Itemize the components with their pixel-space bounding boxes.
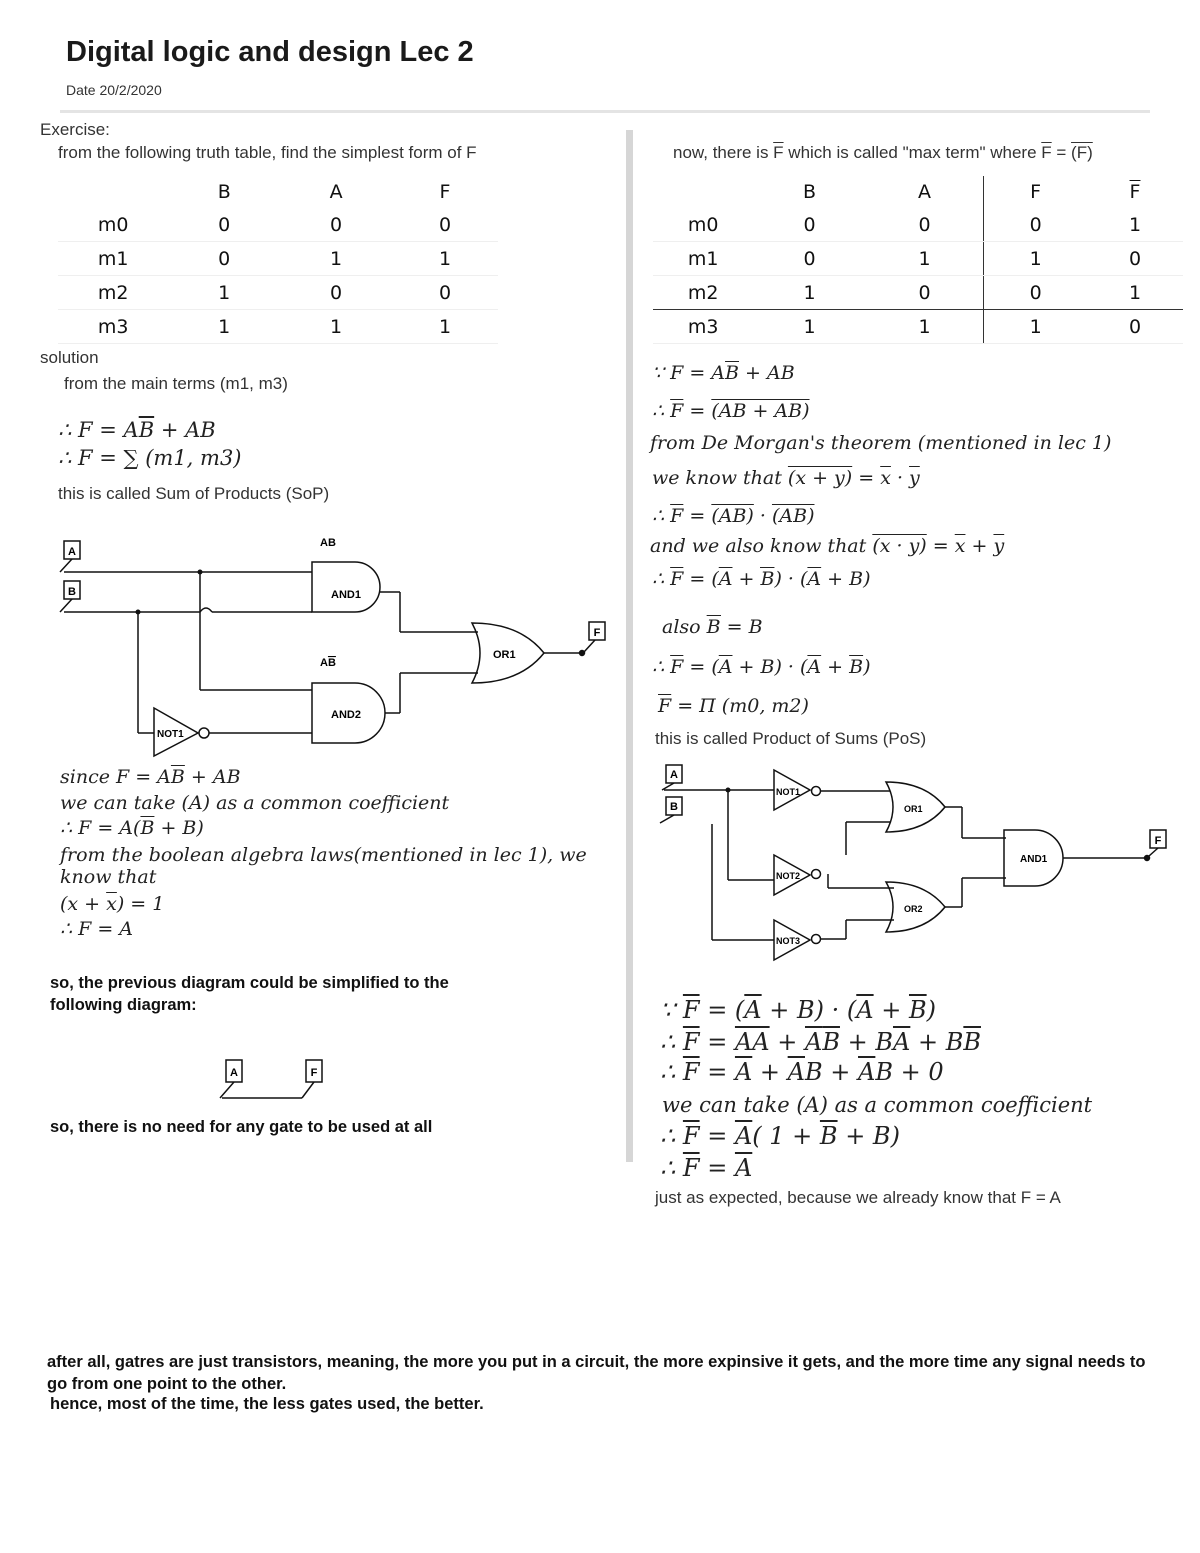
table-cell: 1: [1087, 208, 1183, 242]
table-cell: 0: [392, 208, 498, 242]
table-row: [653, 242, 1183, 276]
simplify-line-3: ∴ $F = A(\overline{B} + B)$: [60, 817, 204, 839]
table-cell: 1: [280, 310, 392, 344]
table-cell: 0: [1087, 242, 1183, 276]
pos-line-3: from De Morgan's theorem (mentioned in lec 1): [650, 432, 1112, 454]
table-cell: m3: [58, 310, 168, 344]
pos-or1-label: OR1: [904, 804, 923, 814]
equation-sop-2: ∴ F = ∑ (m1, m3): [58, 446, 242, 470]
table-cell: 1: [168, 310, 280, 344]
table-cell: 0: [866, 208, 984, 242]
pos-not2-label: NOT2: [776, 871, 801, 881]
simplify-line-2: we can take (A) as a common coefficient: [60, 792, 450, 814]
pos-line-7: ∴ $\overline{F} = (\overline{A} + \overline{B}) \cdot (\overline{A} + B)$: [652, 568, 871, 590]
and2-label: AND2: [331, 709, 361, 721]
exercise-text: from the following truth table, find the simplest form of F: [58, 143, 477, 162]
table-cell: 0: [866, 276, 984, 310]
truth-table-left: [58, 176, 498, 344]
table-header-row: [653, 176, 1183, 208]
proof-line-6: ∴ $\overline{F} = \overline{A}$: [660, 1154, 753, 1182]
table-header: B: [803, 181, 817, 203]
pos-line-4: we know that $(x + y) = \overline{x} \cdot \overline{y}$: [652, 467, 920, 489]
input-b-label: B: [68, 586, 76, 598]
and1-label: AND1: [331, 589, 361, 601]
proof-line-5: ∴ $\overline{F} = \overline{A}$( $1 + \overline{B} + B$): [660, 1122, 900, 1150]
pos-line-1: ∵ $F = A\overline{B}$ + AB: [652, 362, 795, 384]
table-cell: 0: [984, 276, 1087, 310]
proof-line-2: ∴ $\overline{F} = \overline{AA} + \overline{A}\overline{B} + B\overline{A} + B\overline{B}$: [660, 1028, 981, 1056]
sop-caption: this is called Sum of Products (SoP): [58, 484, 330, 503]
table-cell: m1: [653, 242, 753, 276]
table-cell: m0: [653, 208, 753, 242]
table-cell: 1: [753, 310, 866, 344]
table-cell: 0: [280, 208, 392, 242]
solution-text: from the main terms (m1, m3): [64, 374, 288, 393]
simple-output-f-label: F: [310, 1067, 318, 1079]
table-cell: 0: [753, 242, 866, 276]
page-date: Date 20/2/2020: [66, 82, 162, 98]
and1-gate: [312, 562, 380, 612]
simple-circuit-diagram: [212, 1054, 332, 1104]
proof-line-4: we can take (A) as a common coefficient: [662, 1093, 1093, 1117]
equation-sop-1: ∴ $F = A\overline{B}$ + AB: [58, 418, 216, 442]
table-cell: 0: [984, 208, 1087, 242]
footer-note-2: hence, most of the time, the less gates used, the better.: [50, 1395, 484, 1413]
pos-not1-label: NOT1: [776, 787, 801, 797]
table-cell: 1: [984, 242, 1087, 276]
table-header: F: [439, 181, 451, 203]
header-divider: [60, 110, 1150, 113]
simple-input-a-label: A: [230, 1067, 238, 1079]
table-header-row: [58, 176, 498, 208]
table-cell: m2: [58, 276, 168, 310]
simplify-line-4: from the boolean algebra laws(mentioned in lec 1), we know that: [60, 844, 587, 888]
table-row: [653, 276, 1183, 310]
abbar-label: AB: [320, 657, 336, 669]
table-header: F: [1030, 181, 1042, 203]
table-cell: 1: [1087, 276, 1183, 310]
table-cell: 0: [753, 208, 866, 242]
proof-line-3: ∴ $\overline{F} = \overline{A} + \overline{A}B + \overline{A}B + 0$: [660, 1058, 944, 1086]
pos-line-10: $\overline{F} = \Pi$ (m0, m2): [658, 695, 809, 717]
table-cell: 0: [280, 276, 392, 310]
table-cell: 1: [753, 276, 866, 310]
simplify-line-1: since $F = A\overline{B}$ + AB: [60, 766, 241, 788]
or1-label: OR1: [493, 649, 516, 661]
pos-circuit-diagram: [650, 760, 1175, 970]
table-cell: 0: [1087, 310, 1183, 344]
table-row: [58, 208, 498, 242]
solution-label: solution: [40, 348, 99, 367]
footer-note-1: after all, gatres are just transistors, meaning, the more you put in a circuit, the more expinsive it gets, and the more time any signal needs to go from one point to the other.: [47, 1353, 1146, 1393]
table-cell: 0: [168, 208, 280, 242]
ab-label: AB: [320, 537, 336, 549]
pos-input-a-label: A: [670, 769, 678, 781]
exercise-label: Exercise:: [40, 120, 110, 139]
table-header: B: [217, 181, 231, 203]
pos-and1-label: AND1: [1020, 854, 1048, 865]
sop-circuit-diagram: [50, 528, 620, 764]
simplify-line-6: ∴ F = A: [60, 918, 134, 940]
table-cell: 1: [280, 242, 392, 276]
not1-label: NOT1: [157, 729, 184, 740]
table-cell: m3: [653, 310, 753, 344]
table-cell: 1: [866, 310, 984, 344]
table-cell: m0: [58, 208, 168, 242]
pos-line-5: ∴ $\overline{F} = (AB) \cdot (AB)$: [652, 505, 815, 527]
truth-table-right: [653, 176, 1183, 344]
pos-not3-label: NOT3: [776, 936, 801, 946]
page-title: Digital logic and design Lec 2: [66, 36, 474, 68]
pos-line-9: ∴ $\overline{F} = (\overline{A} + B) \cdot (\overline{A} + \overline{B})$: [652, 656, 871, 678]
table-cell: 1: [168, 276, 280, 310]
proof-line-1: ∵ $\overline{F} = (\overline{A} + B) \cdot (\overline{A} + \overline{B})$: [660, 996, 936, 1024]
table-cell: 1: [392, 242, 498, 276]
pos-caption: this is called Product of Sums (PoS): [655, 729, 927, 748]
table-header: [653, 176, 753, 208]
table-row: [653, 208, 1183, 242]
table-header: A: [329, 181, 343, 203]
pos-line-2: ∴ $\overline{F} = (AB + AB)$: [652, 400, 810, 422]
table-row: [58, 310, 498, 344]
pos-line-6: and we also know that $(x \cdot y) = \overline{x} + \overline{y}$: [650, 535, 1005, 557]
table-cell: 0: [168, 242, 280, 276]
table-header: $\overline{F}$: [1129, 181, 1141, 203]
table-row: [653, 310, 1183, 344]
pos-input-b-label: B: [670, 801, 678, 813]
output-f-label: F: [593, 627, 601, 639]
column-divider: [626, 130, 633, 1162]
input-a-label: A: [68, 546, 76, 558]
max-term-intro: now, there is $\overline{F}$ which is called "max term" where $\overline{F} = (F)$: [673, 143, 1093, 162]
table-cell: m1: [58, 242, 168, 276]
pos-or2-label: OR2: [904, 904, 923, 914]
table-cell: 0: [392, 276, 498, 310]
table-cell: 1: [984, 310, 1087, 344]
table-header: [58, 176, 168, 208]
simplify-line-5: $(x + \overline{x}) = 1$: [60, 893, 165, 915]
expected-caption: just as expected, because we already know that F = A: [655, 1188, 1061, 1207]
table-header: A: [866, 176, 984, 208]
table-cell: m2: [653, 276, 753, 310]
pos-line-8: also $\overline{B} = B$: [662, 616, 763, 638]
table-row: [58, 276, 498, 310]
table-cell: 1: [866, 242, 984, 276]
table-row: [58, 242, 498, 276]
pos-output-f-label: F: [1154, 835, 1162, 847]
simplified-caption: so, the previous diagram could be simplified to the following diagram:: [50, 974, 449, 1014]
no-gate-caption: so, there is no need for any gate to be used at all: [50, 1118, 433, 1136]
table-cell: 1: [392, 310, 498, 344]
